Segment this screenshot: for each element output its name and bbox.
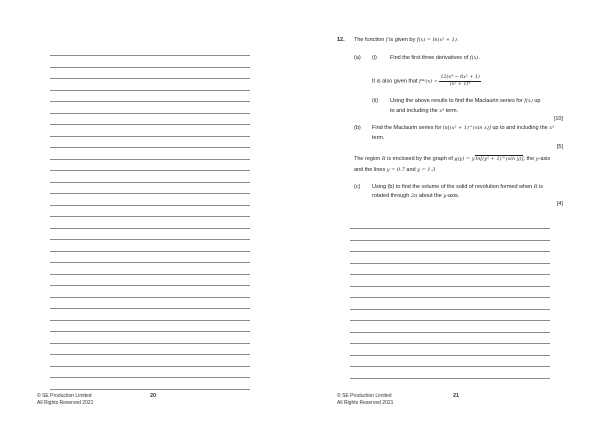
answer-line — [50, 377, 250, 378]
answer-line — [350, 332, 550, 333]
answer-line — [50, 90, 250, 91]
answer-line — [50, 136, 250, 137]
footer-line-2: All Rights Reserved 2021 — [37, 399, 94, 406]
answer-line — [50, 274, 250, 275]
answer-line — [350, 240, 550, 241]
region-line2: and the lines y = 0.7 and y = 1.3 — [354, 167, 436, 173]
answer-line — [50, 113, 250, 114]
answer-line — [350, 366, 550, 367]
answer-line — [50, 239, 250, 240]
answer-line — [50, 159, 250, 160]
answer-line — [50, 170, 250, 171]
answer-line — [350, 297, 550, 298]
footer-line-1: © SE Production Limited — [37, 393, 92, 399]
part-aii-label: (ii) — [372, 98, 379, 104]
answer-line — [50, 251, 250, 252]
answer-line — [350, 251, 550, 252]
part-ai-label: (i) — [372, 55, 377, 61]
answer-line — [50, 205, 250, 206]
answer-line — [50, 101, 250, 102]
answer-line — [50, 297, 250, 298]
answer-line — [350, 309, 550, 310]
answer-line — [50, 193, 250, 194]
part-b-marks: [5] — [556, 144, 563, 150]
answer-line — [50, 354, 250, 355]
answer-line — [350, 378, 550, 379]
part-c-label: (c) — [354, 184, 361, 190]
answer-line — [350, 343, 550, 344]
given-statement: It is also given that f⁽⁴⁾(x) = $\frac{\text{12(x⁴ − 6x² + 1)}}{\text{(x² + 1)⁴}}$ — [372, 75, 480, 87]
question-number: 12. — [337, 37, 345, 43]
region-root: ln[(y² + 1)^(sin y)] — [475, 156, 524, 162]
question-intro: The function f is given by f(x) = ln(x² + 1). — [354, 37, 459, 43]
answer-line — [50, 216, 250, 217]
answer-line — [50, 343, 250, 344]
part-b-line1: Find the Maclaurin series for ln[(x² + 1)^(sin x)] up to and including the x⁵ — [372, 125, 555, 131]
answer-line — [50, 308, 250, 309]
answer-line — [50, 228, 250, 229]
part-aii-line2: to and including the x⁴ term. — [390, 108, 459, 114]
part-ai-text: Find the first three derivatives of f(x). — [390, 55, 480, 61]
answer-line — [50, 262, 250, 263]
answer-line — [50, 124, 250, 125]
answer-line — [50, 78, 250, 79]
footer-line-2: All Rights Reserved 2021 — [337, 399, 394, 406]
footer-line-1: © SE Production Limited — [337, 393, 392, 399]
answer-line — [50, 182, 250, 183]
answer-line — [50, 366, 250, 367]
answer-line — [50, 320, 250, 321]
footer-copyright — [37, 393, 93, 406]
part-a-label: (a) — [354, 55, 361, 61]
answer-line — [50, 285, 250, 286]
part-b-label: (b) — [354, 125, 361, 131]
page-number: 21 — [453, 393, 460, 399]
answer-line — [50, 67, 250, 68]
answer-line — [350, 263, 550, 264]
answer-line — [350, 274, 550, 275]
part-a-marks: [10] — [553, 116, 563, 122]
page-number: 20 — [150, 393, 157, 399]
given-fraction: $\frac{\text{12(x⁴ − 6x² + 1)}}{\text{(x² + 1)⁴}}$ — [440, 75, 480, 87]
part-aii-line1: Using the above results to find the Maclaurin series for f(x) up — [390, 98, 541, 104]
answer-line — [50, 331, 250, 332]
answer-line — [350, 320, 550, 321]
answer-line — [50, 55, 250, 56]
right-page — [300, 0, 600, 424]
part-c-line1: Using (b) to find the volume of the solid of revolution formed when R is — [372, 184, 544, 190]
answer-line — [350, 355, 550, 356]
answer-line — [50, 389, 250, 390]
part-b-line2: term. — [372, 135, 385, 141]
region-line1: The region R is enclosed by the graph of g(y) = yln[(y² + 1)^(sin y)], the y-axis — [354, 156, 551, 162]
answer-line — [350, 228, 550, 229]
part-c-line2: rotated through 2π about the y-axis. — [372, 193, 460, 199]
answer-line — [50, 147, 250, 148]
part-c-marks: [4] — [556, 201, 563, 207]
footer-copyright — [337, 393, 393, 406]
answer-line — [350, 286, 550, 287]
